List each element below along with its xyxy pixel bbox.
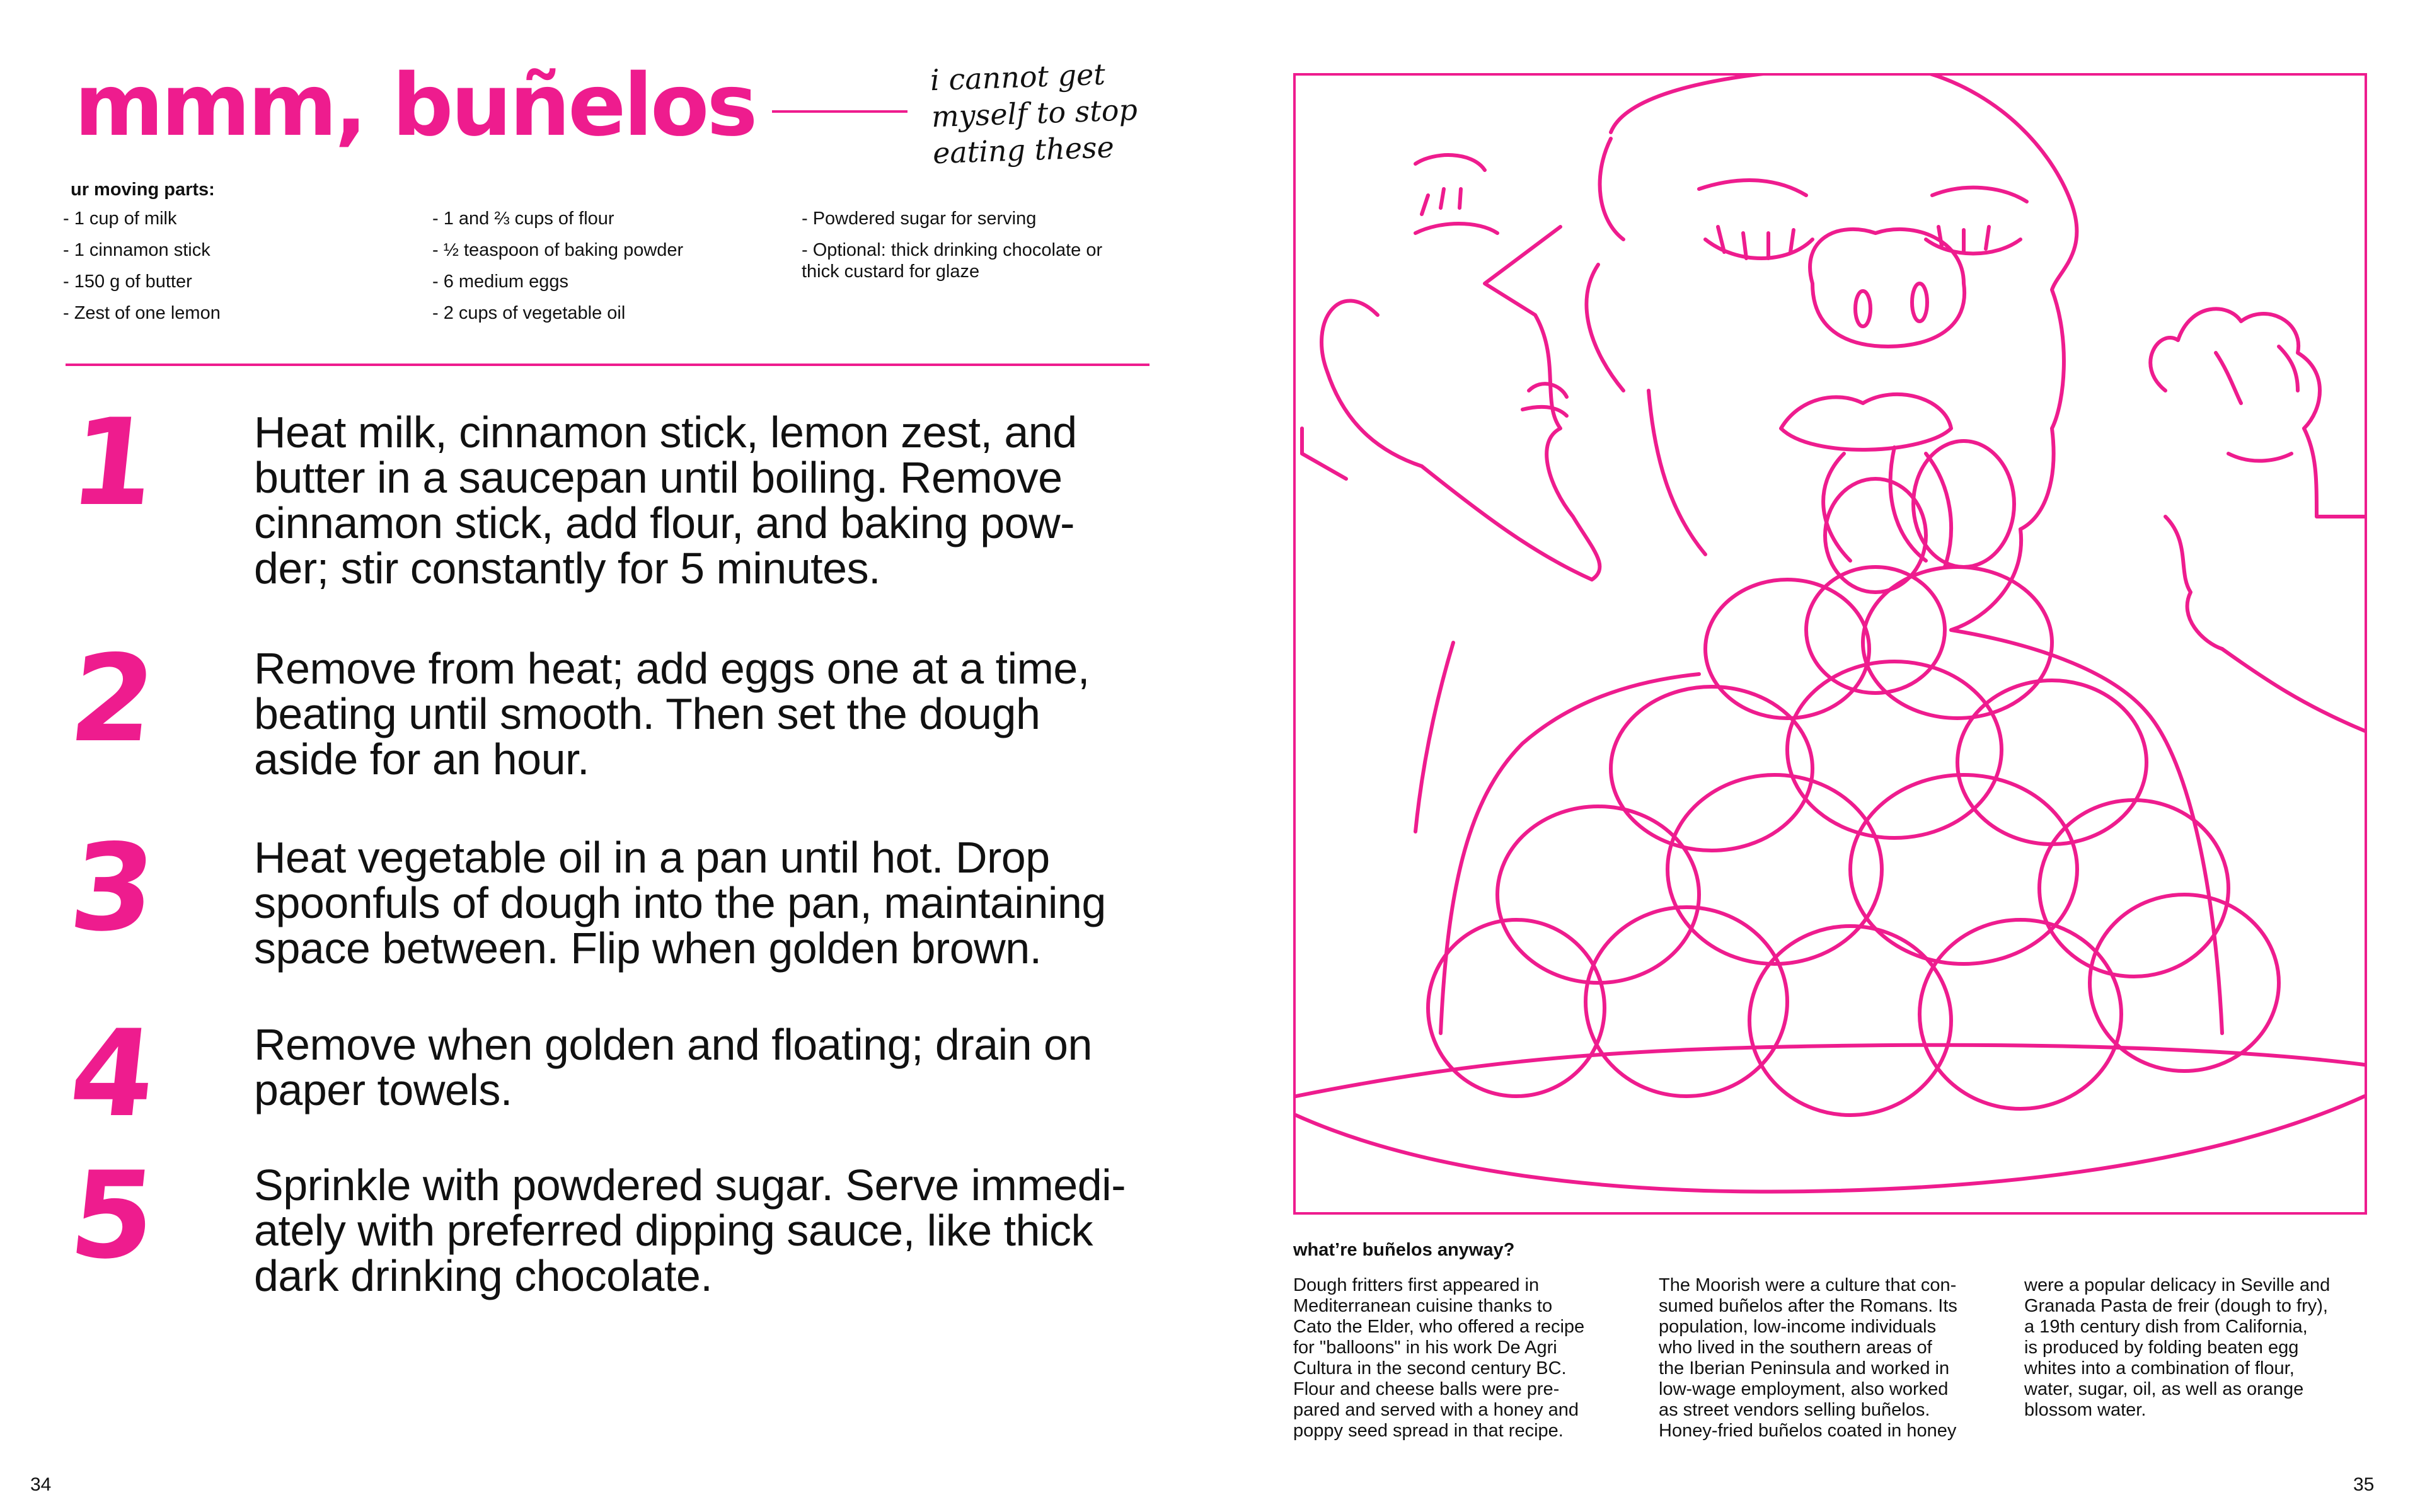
ingredient-item: - ½ teaspoon of baking powder bbox=[432, 240, 684, 260]
title-rule bbox=[772, 110, 908, 113]
section-divider bbox=[66, 364, 1150, 366]
about-column-2: The Moorish were a culture that con- sumed buñelos after the Romans. Its population, low-income individuals who lived in the southern areas of the Iberian Peninsula and worked in low-wage employment, also worked as street vendors selling buñelos. Honey-fried buñelos coated in honey bbox=[1659, 1275, 1957, 1441]
ingredients-column-3 bbox=[802, 208, 1180, 292]
hair-outline bbox=[1611, 76, 2077, 529]
people-eating-bunuelos-illustration bbox=[1296, 76, 2365, 1212]
ingredient-item: - Powdered sugar for serving bbox=[802, 209, 1037, 229]
about-heading: what’re buñelos anyway? bbox=[1293, 1240, 1515, 1260]
step-text: Heat milk, cinnamon stick, lemon zest, and butter in a saucepan until boiling. Remove cinnamon stick, add flour, and baking pow- der; stir constantly for 5 minutes. bbox=[254, 408, 1077, 593]
step-number: 5 bbox=[64, 1146, 162, 1285]
page-title: mmm, buñelos bbox=[74, 56, 756, 156]
ingredient-item: - 2 cups of vegetable oil bbox=[432, 303, 626, 323]
about-column-1: Dough fritters first appeared in Mediterranean cuisine thanks to Cato the Elder, who offered a recipe for "balloons" in his work De Agri Cultura in the second century BC. Flour and cheese balls were pre- pared and served with a honey and poppy seed spread in that recipe. bbox=[1293, 1275, 1585, 1441]
page-number-left: 34 bbox=[30, 1474, 52, 1495]
ingredient-item: - Optional: thick drinking chocolate or thick custard for glaze bbox=[802, 240, 1103, 282]
step-number: 4 bbox=[64, 1004, 162, 1143]
step-number: 3 bbox=[64, 818, 162, 958]
step-text: Remove from heat; add eggs one at a time, beating until smooth. Then set the dough aside for an hour. bbox=[254, 644, 1090, 784]
ingredients-column-1 bbox=[63, 208, 441, 334]
step-text: Sprinkle with powdered sugar. Serve immedi- ately with preferred dipping sauce, like thick dark drinking chocolate. bbox=[254, 1160, 1126, 1300]
step-text: Remove when golden and floating; drain on paper towels. bbox=[254, 1020, 1092, 1114]
ingredient-item: - 1 cup of milk bbox=[63, 209, 177, 229]
ingredient-item: - Zest of one lemon bbox=[63, 303, 221, 323]
step-number: 2 bbox=[64, 629, 162, 769]
ingredient-item: - 6 medium eggs bbox=[432, 272, 568, 292]
about-column-3: were a popular delicacy in Seville and Granada Pasta de freir (dough to fry), a 19th century dish from California, is produced by folding beaten egg whites into a combination of flour, water, sugar, oil, as well as orange blossom water. bbox=[2024, 1275, 2331, 1420]
eyebrow bbox=[1932, 188, 2027, 202]
handwritten-note: i cannot get myself to stop eating these bbox=[930, 57, 1138, 171]
ingredient-item: - 150 g of butter bbox=[63, 272, 192, 292]
step-text: Heat vegetable oil in a pan until hot. Drop spoonfuls of dough into the pan, maintaining space between. Flip when golden brown. bbox=[254, 833, 1106, 973]
eyebrow bbox=[1699, 180, 1806, 195]
page-number-right: 35 bbox=[2353, 1474, 2375, 1495]
ingredient-item: - 1 and ⅔ cups of flour bbox=[432, 209, 614, 229]
ingredient-item: - 1 cinnamon stick bbox=[63, 240, 210, 260]
step-number: 1 bbox=[64, 393, 162, 532]
mouth bbox=[1781, 394, 1951, 450]
left-figure bbox=[1322, 301, 1592, 580]
plate-rim bbox=[1296, 1096, 2365, 1192]
ingredients-label: ur moving parts: bbox=[71, 180, 215, 200]
ingredients-column-2 bbox=[432, 208, 810, 334]
